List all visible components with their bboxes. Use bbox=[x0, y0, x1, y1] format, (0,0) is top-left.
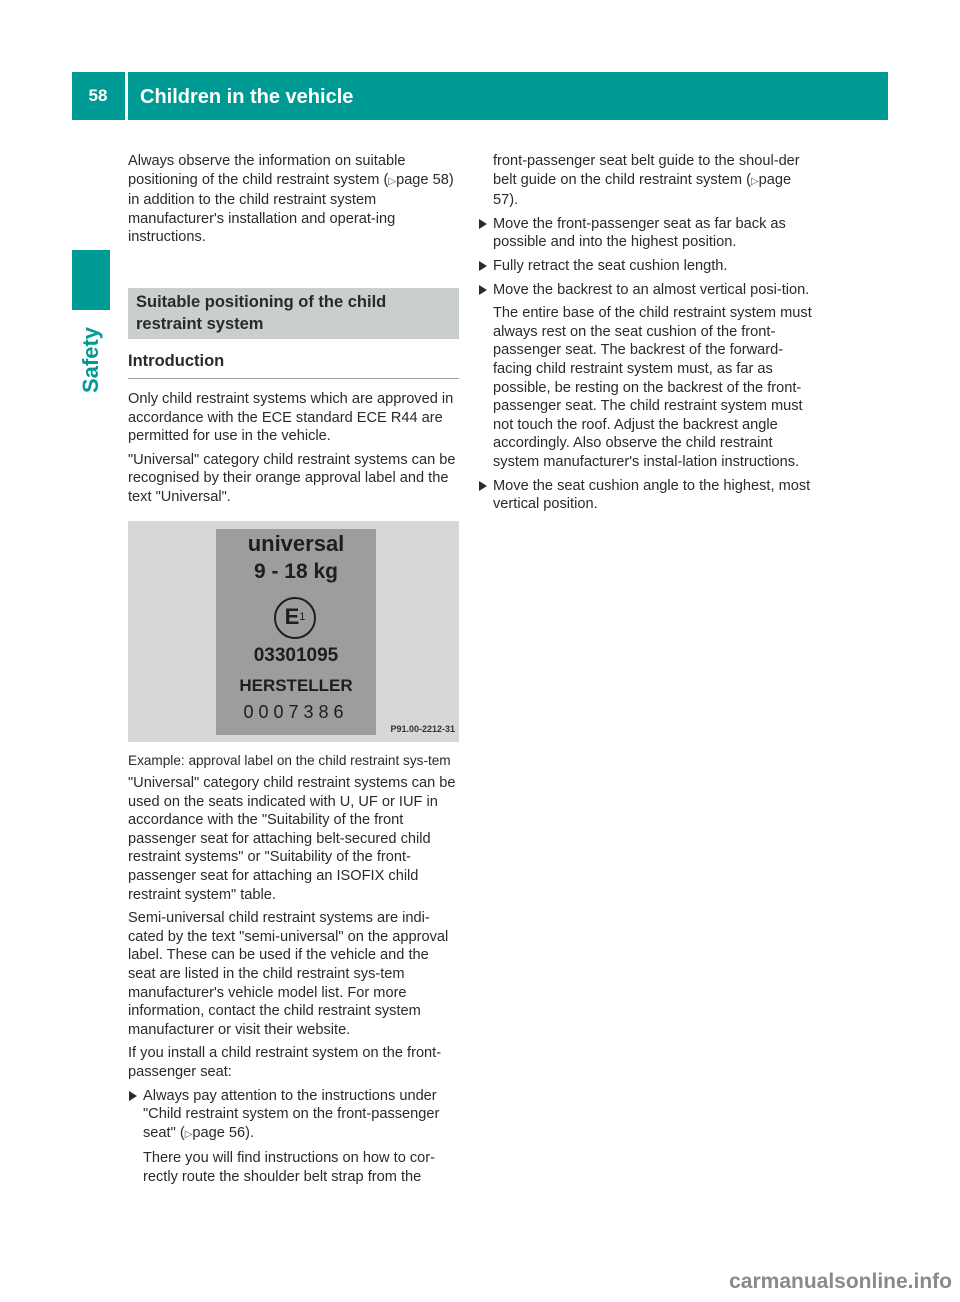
page-ref-link[interactable]: page 58) in addition to the child restraint system manufacturer's installation and operat-ing instructions. bbox=[128, 171, 454, 246]
page-ref-link[interactable]: page 56). bbox=[192, 1124, 255, 1141]
header-divider bbox=[125, 72, 128, 120]
label-manufacturer: HERSTELLER bbox=[239, 675, 353, 695]
e-mark-icon: E 1 bbox=[274, 597, 316, 639]
step-arrow-icon bbox=[479, 481, 487, 491]
page-number: 58 bbox=[88, 86, 108, 105]
page-ref-icon: ▷ bbox=[750, 175, 759, 187]
label-category: universal bbox=[247, 530, 345, 556]
step-arrow-icon bbox=[479, 261, 487, 271]
step: Move the seat cushion angle to the highest, most vertical position. bbox=[478, 477, 814, 514]
step-arrow-icon bbox=[479, 285, 487, 295]
label-weight-range: 9 - 18 kg bbox=[253, 559, 339, 583]
paragraph: "Universal" category child restraint systems can be used on the seats indicated with U, UF or IUF in accordance with the "Suitability of the front passenger seat for attaching belt-secured child restraint systems" or "Suitability of the front-passenger seat for attaching an ISOFIX child restraint system" table. bbox=[128, 775, 456, 903]
watermark: carmanualsonline.info bbox=[729, 1270, 952, 1293]
page-ref-icon: ▷ bbox=[388, 175, 397, 187]
step-note: The entire base of the child restraint system must always rest on the seat cushion of the front-passenger seat. The backrest of the forward-facing child restraint system must, as far as possible, be resting on the backrest of the front-passenger seat. The child restraint system must not touch the roof. Adjust the backrest angle accordingly. Also observe the child restraint system manufacturer's instal-lation instructions. bbox=[493, 305, 812, 470]
figure-caption: Example: approval label on the child restraint sys-tem bbox=[128, 752, 451, 768]
label-approval-number: 03301095 bbox=[253, 644, 339, 666]
step: Fully retract the seat cushion length. bbox=[478, 257, 814, 276]
approval-label-plate bbox=[216, 529, 376, 735]
paragraph: If you install a child restraint system on the front-passenger seat: bbox=[128, 1045, 442, 1080]
step-arrow-icon bbox=[479, 219, 487, 229]
left-column bbox=[128, 152, 459, 1192]
step: Move the front-passenger seat as far back as possible and into the highest position. bbox=[478, 215, 814, 252]
step: Move the backrest to an almost vertical posi-tion. bbox=[478, 281, 814, 300]
step-arrow-icon bbox=[129, 1091, 137, 1101]
paragraph: "Universal" category child restraint systems can be recognised by their orange approval label and the text "Universal". bbox=[128, 451, 456, 505]
intro-paragraph: Always observe the information on suitable positioning of the child restraint system (▷page 58) in addition to the child restraint system manufacturer's installation and operat-ing instructions. bbox=[128, 153, 454, 246]
chapter-title: Children in the vehicle bbox=[140, 86, 354, 108]
step: Always pay attention to the instructions under "Child restraint system on the front-passenger seat" (▷page 56). bbox=[128, 1087, 459, 1145]
label-serial: 0007386 bbox=[243, 701, 349, 722]
page-ref-link[interactable]: page 57). bbox=[493, 171, 792, 209]
paragraph: Only child restraint systems which are approved in accordance with the ECE standard ECE R44 are permitted for use in the vehicle. bbox=[128, 390, 454, 445]
figure-code: P91.00-2212-31 bbox=[390, 723, 455, 734]
page-ref-icon: ▷ bbox=[184, 1128, 193, 1140]
step-note: There you will find instructions on how to cor-rectly route the shoulder belt strap from the bbox=[143, 1150, 436, 1185]
approval-label-figure bbox=[128, 521, 459, 742]
section-marker bbox=[72, 250, 110, 310]
right-column bbox=[478, 152, 814, 519]
section-heading: Suitable positioning of the child restraint system bbox=[128, 288, 459, 339]
subheading: Introduction bbox=[128, 350, 459, 379]
step-note-continuation: front-passenger seat belt guide to the shoul-der belt guide on the child restraint system (▷page 57). bbox=[493, 153, 800, 209]
section-label: Safety bbox=[78, 326, 103, 394]
paragraph: Semi-universal child restraint systems are indi-cated by the text "semi-universal" on the approval label. These can be used if the vehicle and the seat are listed in the child restraint sys-tem manufacturer's vehicle model list. For more information, contact the child restraint system manufacturer or visit their website. bbox=[128, 910, 449, 1038]
